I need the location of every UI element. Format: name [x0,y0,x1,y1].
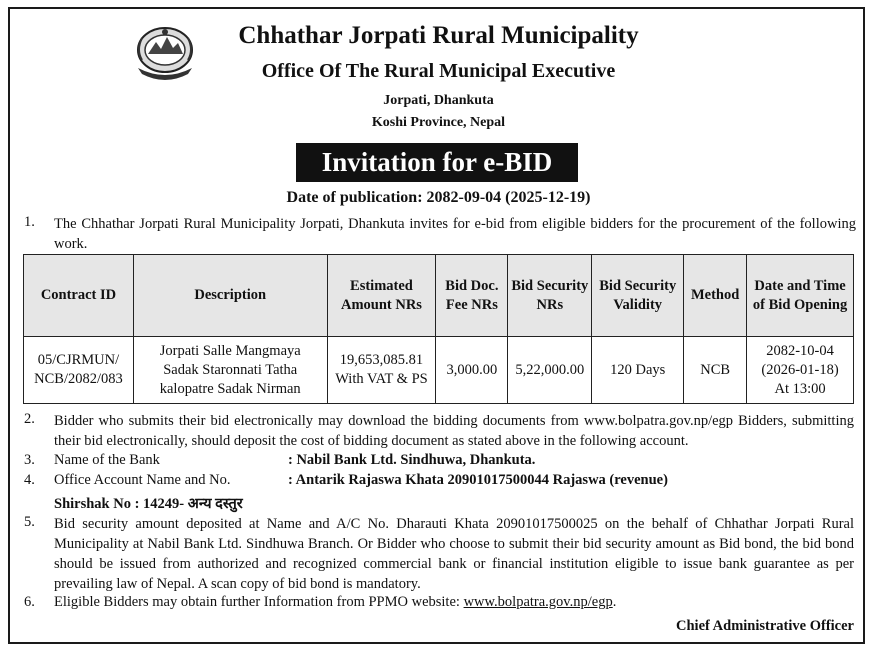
clause-4-number: 4. [24,472,35,488]
clause-2-number: 2. [24,411,35,427]
header-method: Method [684,255,747,337]
clause-5-text: Bid security amount deposited at Name and A/C No. Dharauti Khata 20901017500025 on the behalf of Chhathar Jorpati Rural Municipality at Nabil Bank Ltd. Sindhuwa Branch. Or Bidder who choose to submit their bid security amount as Bid bond, the bid bond should be issued from authorized and recognized commercial bank or financial institution eligible to issue bank guarantee as per prevailing law of Nepal. A scan copy of bid bond is mandatory. [54,516,854,592]
address-line-2: Koshi Province, Nepal [371,115,506,130]
amount-value: 19,653,085.81 [339,352,424,368]
cell-estimated-amount [327,337,436,404]
office-account: : Antarik Rajaswa Khata 20901017500044 Rajaswa (revenue) [288,472,668,488]
opening-time: At 13:00 [774,380,826,397]
shirshak-number: Shirshak No : 14249- अन्य दस्तुर [54,496,243,512]
header-bid-doc-fee: Bid Doc. Fee NRs [436,255,508,337]
cell-bid-security: 5,22,000.00 [508,337,592,404]
amount-note: With VAT & PS [335,371,428,387]
clause-3-number: 3. [24,452,35,468]
description-line: Sadak Staronnati Tatha [163,361,298,378]
ppmo-website-link[interactable]: www.bolpatra.gov.np/egp [463,594,613,610]
municipality-title: Chhathar Jorpati Rural Municipality [238,22,639,49]
description-line: Jorpati Salle Mangmaya [159,342,301,359]
clause-4-label: Office Account Name and No. [54,472,231,488]
opening-date: 2082-10-04 [766,342,834,359]
cell-contract-id [24,337,134,404]
contract-id-line: NCB/2082/083 [34,371,123,387]
clause-2-text: Bidder who submits their bid electronically may download the bidding documents from www.bolpatra.gov.np/egp Bidders, submitting their bid electronically, should deposit the cost of bidding document as stated above in the following account. [54,413,854,449]
clause-3-label: Name of the Bank [54,452,160,468]
cell-bid-doc-fee: 3,000.00 [436,337,508,404]
opening-date-ad: (2026-01-18) [761,361,839,378]
table-row [24,337,854,404]
header-contract-id: Contract ID [24,255,134,337]
clause-1-text: The Chhathar Jorpati Rural Municipality Jorpati, Dhankuta invites for e-bid from eligible bidders for the procurement of the following work. [54,216,856,252]
clause-6-body: Eligible Bidders may obtain further Information from PPMO website: [54,594,464,610]
publication-date: Date of publication: 2082-09-04 (2025-12-19) [286,189,591,206]
bank-name: : Nabil Bank Ltd. Sindhuwa, Dhankuta. [288,452,536,468]
table-header-row [24,255,854,337]
signature-title: Chief Administrative Officer [676,618,854,634]
header-bid-security: Bid Security NRs [508,255,592,337]
address-line-1: Jorpati, Dhankuta [383,93,494,108]
header-bid-opening: Date and Time of Bid Opening [747,255,854,337]
clause-6-end: . [612,594,617,610]
office-title: Office Of The Rural Municipal Executive [261,60,616,82]
header-description: Description [133,255,327,337]
contract-id-line: 05/CJRMUN/ [37,352,120,368]
description-line: kalopatre Sadak Nirman [159,380,301,397]
invitation-banner: Invitation for e-BID [296,143,578,182]
clause-6-text [54,594,616,611]
clause-6-number: 6. [24,594,35,610]
cell-method: NCB [684,337,747,404]
cell-description [133,337,327,404]
header-estimated-amount: Estimated Amount NRs [327,255,436,337]
bid-table [23,254,854,404]
clause-1-number: 1. [24,214,35,230]
clause-5-number: 5. [24,514,35,530]
header-security-validity: Bid Security Validity [592,255,684,337]
cell-bid-opening [747,337,854,404]
cell-security-validity: 120 Days [592,337,684,404]
